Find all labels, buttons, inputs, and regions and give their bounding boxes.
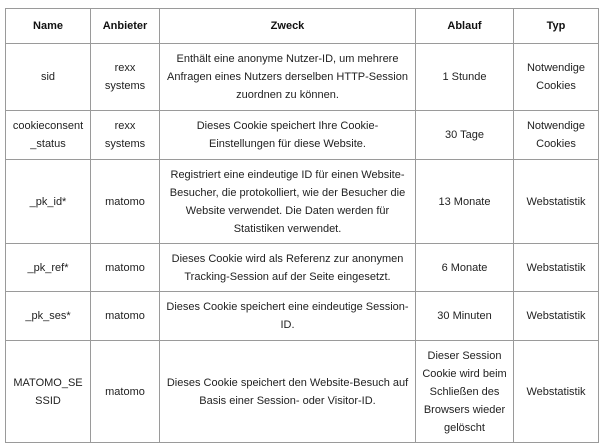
cell-anbieter: rexx systems (91, 111, 160, 160)
table-row (6, 111, 599, 160)
table-row (6, 160, 599, 244)
cell-ablauf: Dieser Session Cookie wird beim Schließen des Browsers wieder gelöscht (416, 341, 514, 443)
cell-typ: Webstatistik (514, 160, 599, 244)
column-header-name: Name (6, 9, 91, 44)
cell-name: _pk_ref* (6, 244, 91, 292)
column-header-ablauf: Ablauf (416, 9, 514, 44)
cell-anbieter: rexx systems (91, 44, 160, 111)
cell-anbieter: matomo (91, 244, 160, 292)
cell-ablauf: 30 Minuten (416, 292, 514, 341)
cell-anbieter: matomo (91, 341, 160, 443)
cell-zweck: Dieses Cookie speichert Ihre Cookie-Einstellungen für diese Website. (160, 111, 416, 160)
column-header-zweck: Zweck (160, 9, 416, 44)
cell-typ: Notwendige Cookies (514, 44, 599, 111)
cell-name: sid (6, 44, 91, 111)
cell-typ: Notwendige Cookies (514, 111, 599, 160)
cell-zweck: Registriert eine eindeutige ID für einen Website-Besucher, die protokolliert, wie der Besucher die Website verwendet. Die Daten werden für Statistiken verwendet. (160, 160, 416, 244)
cell-anbieter: matomo (91, 160, 160, 244)
cell-zweck: Enthält eine anonyme Nutzer-ID, um mehrere Anfragen eines Nutzers derselben HTTP-Session zuordnen zu können. (160, 44, 416, 111)
table-row (6, 244, 599, 292)
cell-ablauf: 6 Monate (416, 244, 514, 292)
cell-anbieter: matomo (91, 292, 160, 341)
cell-name: MATOMO_SESSID (6, 341, 91, 443)
table-header-row (6, 9, 599, 44)
table-row (6, 44, 599, 111)
cell-zweck: Dieses Cookie speichert eine eindeutige Session-ID. (160, 292, 416, 341)
column-header-anbieter: Anbieter (91, 9, 160, 44)
column-header-typ: Typ (514, 9, 599, 44)
cell-typ: Webstatistik (514, 341, 599, 443)
cell-zweck: Dieses Cookie wird als Referenz zur anonymen Tracking-Session auf der Seite eingesetzt. (160, 244, 416, 292)
cell-name: _pk_id* (6, 160, 91, 244)
table-row (6, 292, 599, 341)
table-row (6, 341, 599, 443)
cell-ablauf: 13 Monate (416, 160, 514, 244)
cell-typ: Webstatistik (514, 292, 599, 341)
cell-ablauf: 30 Tage (416, 111, 514, 160)
cell-name: cookieconsent_status (6, 111, 91, 160)
cookie-table (5, 8, 599, 443)
cell-zweck: Dieses Cookie speichert den Website-Besuch auf Basis einer Session- oder Visitor-ID. (160, 341, 416, 443)
cell-name: _pk_ses* (6, 292, 91, 341)
cell-typ: Webstatistik (514, 244, 599, 292)
cell-ablauf: 1 Stunde (416, 44, 514, 111)
